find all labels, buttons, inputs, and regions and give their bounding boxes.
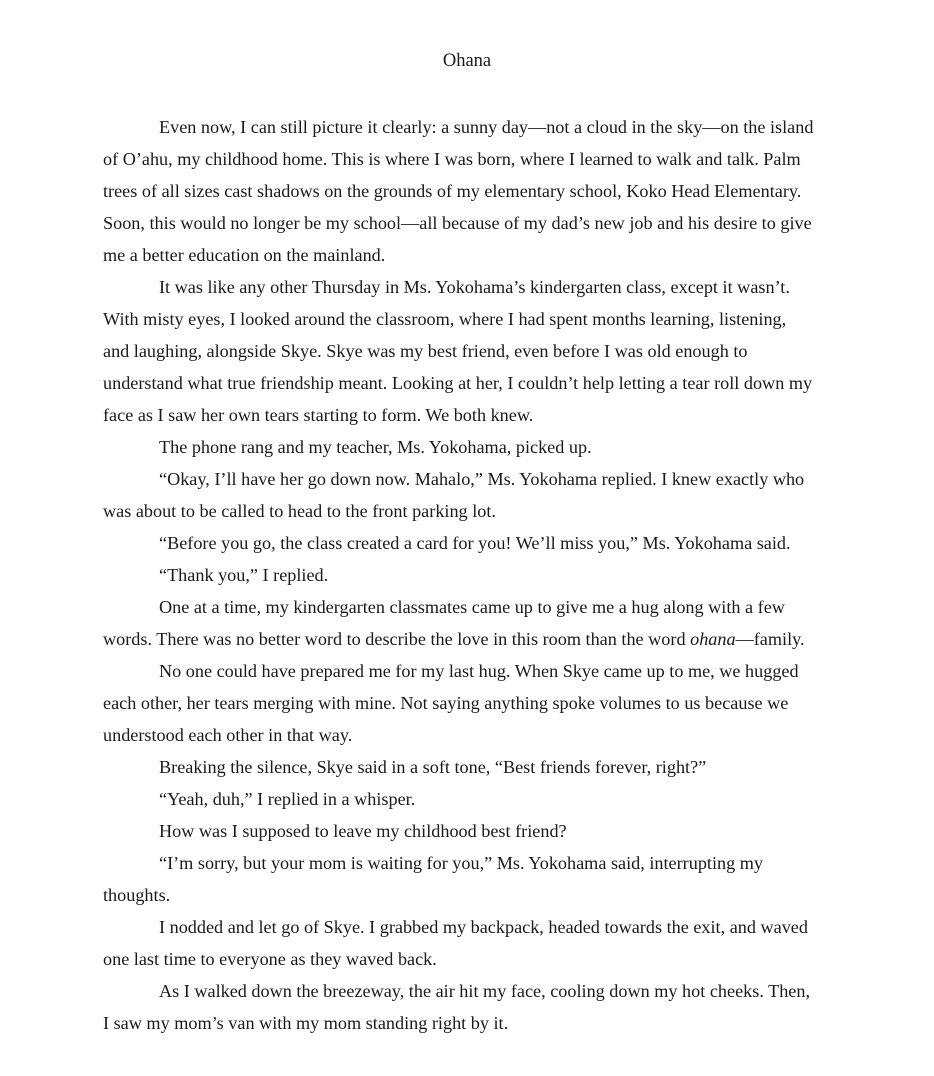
- paragraph: [103, 847, 833, 911]
- paragraph: [103, 783, 833, 815]
- text-segment: words. There was no better word to describe the love in this room than the word: [103, 629, 691, 649]
- text-line: trees of all sizes cast shadows on the grounds of my elementary school, Koko Head Elementary.: [103, 181, 802, 201]
- text-line: of O’ahu, my childhood home. This is where I was born, where I learned to walk and talk. Palm: [103, 149, 801, 169]
- story-body: [103, 111, 833, 1039]
- text-line: understand what true friendship meant. Looking at her, I couldn’t help letting a tear roll down my: [103, 373, 813, 393]
- paragraph: [103, 655, 833, 751]
- paragraph: [103, 463, 833, 527]
- text-line: I nodded and let go of Skye. I grabbed my backpack, headed towards the exit, and waved: [159, 917, 808, 937]
- text-line: No one could have prepared me for my last hug. When Skye came up to me, we hugged: [159, 661, 799, 681]
- text-line: [103, 623, 833, 655]
- text-line: With misty eyes, I looked around the classroom, where I had spent months learning, listening,: [103, 309, 787, 329]
- text-line: me a better education on the mainland.: [103, 245, 386, 265]
- text-segment: —family.: [735, 629, 805, 649]
- text-line: face as I saw her own tears starting to form. We both knew.: [103, 405, 534, 425]
- paragraph: [103, 815, 833, 847]
- text-line: “Thank you,” I replied.: [159, 565, 329, 585]
- text-line: Breaking the silence, Skye said in a soft tone, “Best friends forever, right?”: [159, 757, 707, 777]
- paragraph: [103, 911, 833, 975]
- text-line: How was I supposed to leave my childhood best friend?: [159, 821, 567, 841]
- paragraph: [103, 271, 833, 431]
- text-line: Soon, this would no longer be my school—all because of my dad’s new job and his desire to give: [103, 213, 812, 233]
- paragraph: [103, 111, 833, 271]
- paragraph: [103, 751, 833, 783]
- italic-word: ohana: [690, 629, 736, 649]
- text-line: each other, her tears merging with mine. Not saying anything spoke volumes to us because we: [103, 693, 789, 713]
- text-line: It was like any other Thursday in Ms. Yokohama’s kindergarten class, except it wasn’t.: [159, 277, 790, 297]
- text-line: “Before you go, the class created a card for you! We’ll miss you,” Ms. Yokohama said.: [159, 533, 791, 553]
- paragraph: [103, 975, 833, 1039]
- text-line: “I’m sorry, but your mom is waiting for you,” Ms. Yokohama said, interrupting my: [159, 853, 763, 873]
- paragraph: [103, 591, 833, 655]
- paragraph: [103, 559, 833, 591]
- text-line: was about to be called to head to the front parking lot.: [103, 501, 496, 521]
- paragraph: [103, 527, 833, 559]
- text-line: One at a time, my kindergarten classmates came up to give me a hug along with a few: [159, 597, 785, 617]
- text-line: I saw my mom’s van with my mom standing right by it.: [103, 1013, 509, 1033]
- text-line: understood each other in that way.: [103, 725, 353, 745]
- text-line: Even now, I can still picture it clearly: a sunny day—not a cloud in the sky—on the island: [159, 117, 814, 137]
- text-line: and laughing, alongside Skye. Skye was my best friend, even before I was old enough to: [103, 341, 748, 361]
- text-line: thoughts.: [103, 885, 171, 905]
- text-line: one last time to everyone as they waved back.: [103, 949, 437, 969]
- paragraph: [103, 431, 833, 463]
- page-title: Ohana: [442, 51, 492, 71]
- text-line: “Yeah, duh,” I replied in a whisper.: [159, 789, 416, 809]
- text-line: As I walked down the breezeway, the air hit my face, cooling down my hot cheeks. Then,: [159, 981, 811, 1001]
- text-line: The phone rang and my teacher, Ms. Yokohama, picked up.: [159, 437, 592, 457]
- text-line: “Okay, I’ll have her go down now. Mahalo,” Ms. Yokohama replied. I knew exactly who: [159, 469, 805, 489]
